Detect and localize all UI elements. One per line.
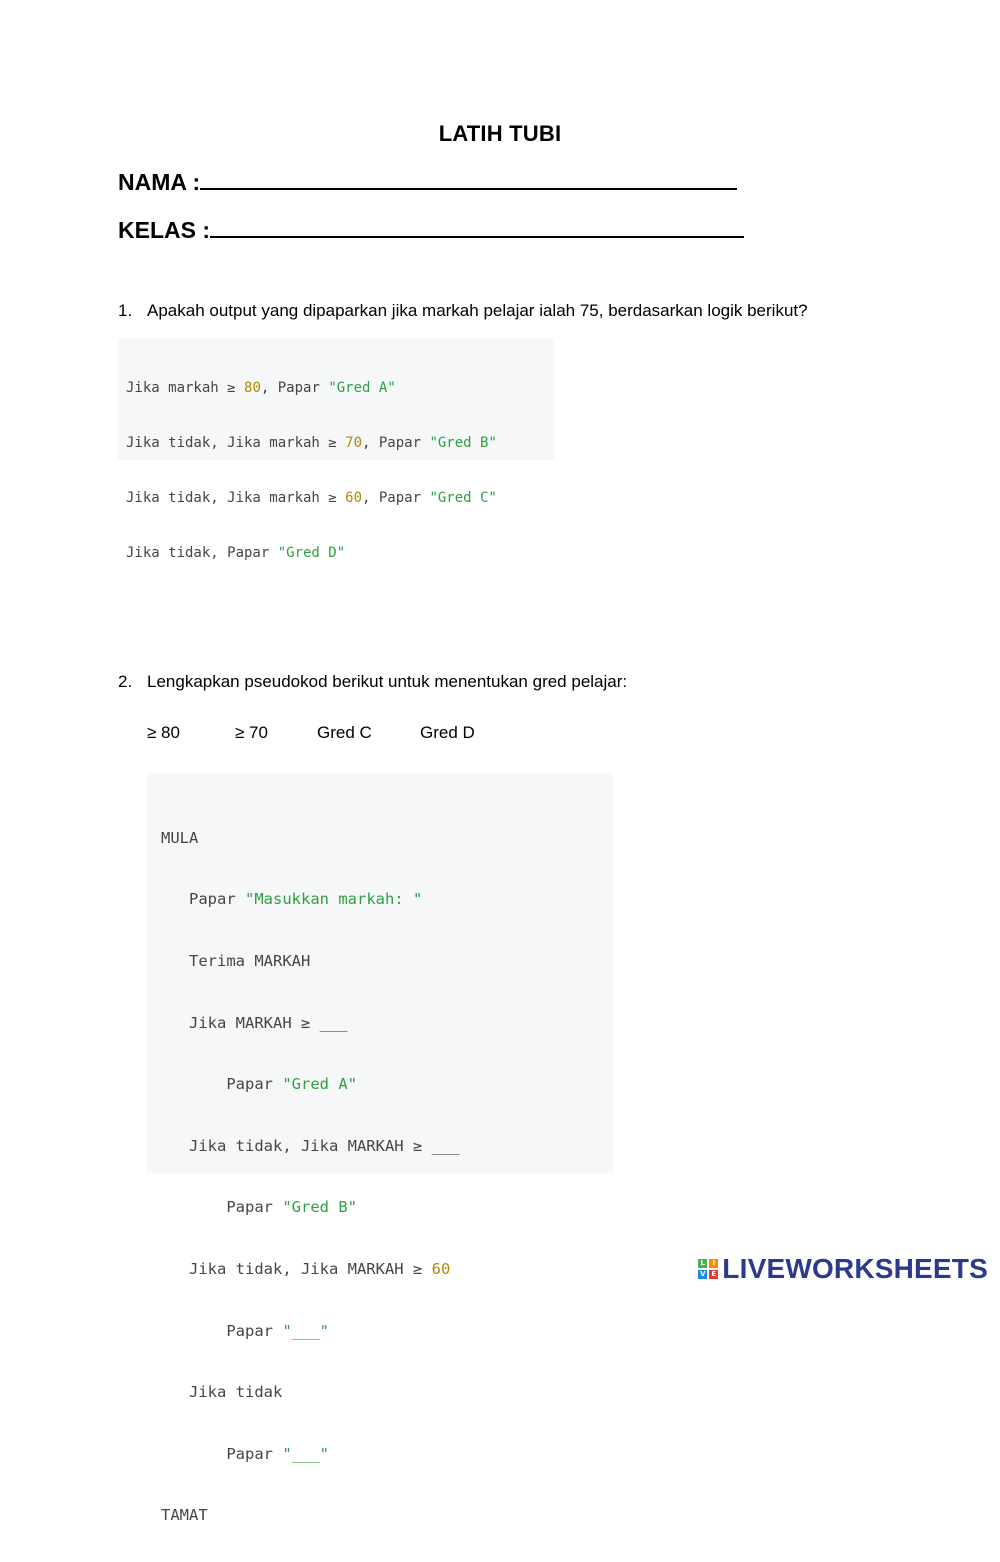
code-line: Papar "Gred A" bbox=[161, 1075, 357, 1094]
liveworksheets-logo bbox=[698, 1252, 988, 1286]
brand-text: LIVEWORKSHEETS bbox=[722, 1253, 988, 1284]
code-line: Jika markah ≥ 80, Papar "Gred A" bbox=[126, 379, 396, 396]
question-text: Apakah output yang dipaparkan jika markah pelajar ialah 75, berdasarkan logik berikut? bbox=[147, 301, 808, 320]
code-line: Papar "Gred B" bbox=[161, 1198, 357, 1217]
question-number: 2. bbox=[118, 672, 133, 691]
code-line-blank-4[interactable]: Papar "___" bbox=[161, 1444, 329, 1463]
page-title: LATIH TUBI bbox=[438, 121, 562, 146]
code-line: Jika tidak, Jika markah ≥ 70, Papar "Gred B" bbox=[126, 434, 497, 451]
option-gred-d[interactable]: Gred D bbox=[420, 723, 475, 742]
question-2 bbox=[118, 672, 627, 692]
question-number: 1. bbox=[118, 301, 133, 320]
code-line-blank-3[interactable]: Papar "___" bbox=[161, 1321, 329, 1340]
code-line: Jika tidak, Jika markah ≥ 60, Papar "Gred C" bbox=[126, 489, 497, 506]
code-line: Jika tidak bbox=[161, 1383, 283, 1402]
question-text: Lengkapkan pseudokod berikut untuk menentukan gred pelajar: bbox=[147, 672, 628, 691]
code-block-1 bbox=[118, 338, 554, 561]
nama-label: NAMA : bbox=[118, 169, 201, 195]
option-gred-c[interactable]: Gred C bbox=[317, 723, 372, 742]
code-line: Jika tidak, Jika MARKAH ≥ 60 bbox=[161, 1259, 451, 1278]
kelas-field bbox=[118, 216, 744, 244]
code-line: TAMAT bbox=[161, 1506, 208, 1525]
code-block-2 bbox=[147, 773, 613, 1525]
code-line: Jika tidak, Papar "Gred D" bbox=[126, 544, 346, 561]
option-ge-80[interactable]: ≥ 80 bbox=[147, 723, 180, 742]
question-1 bbox=[118, 301, 808, 321]
code-line: Papar "Masukkan markah: " bbox=[161, 890, 423, 909]
option-ge-70[interactable]: ≥ 70 bbox=[235, 723, 268, 742]
code-line: Terima MARKAH bbox=[161, 951, 311, 970]
nama-field bbox=[118, 168, 737, 196]
kelas-label: KELAS : bbox=[118, 217, 210, 243]
nama-input-line[interactable] bbox=[200, 168, 737, 190]
code-line-blank-2[interactable]: Jika tidak, Jika MARKAH ≥ ___ bbox=[161, 1136, 460, 1155]
kelas-input-line[interactable] bbox=[210, 216, 744, 238]
code-line-blank-1[interactable]: Jika MARKAH ≥ ___ bbox=[161, 1013, 348, 1032]
code-line: MULA bbox=[161, 828, 199, 847]
logo-mark-icon: L I V E bbox=[698, 1259, 718, 1279]
